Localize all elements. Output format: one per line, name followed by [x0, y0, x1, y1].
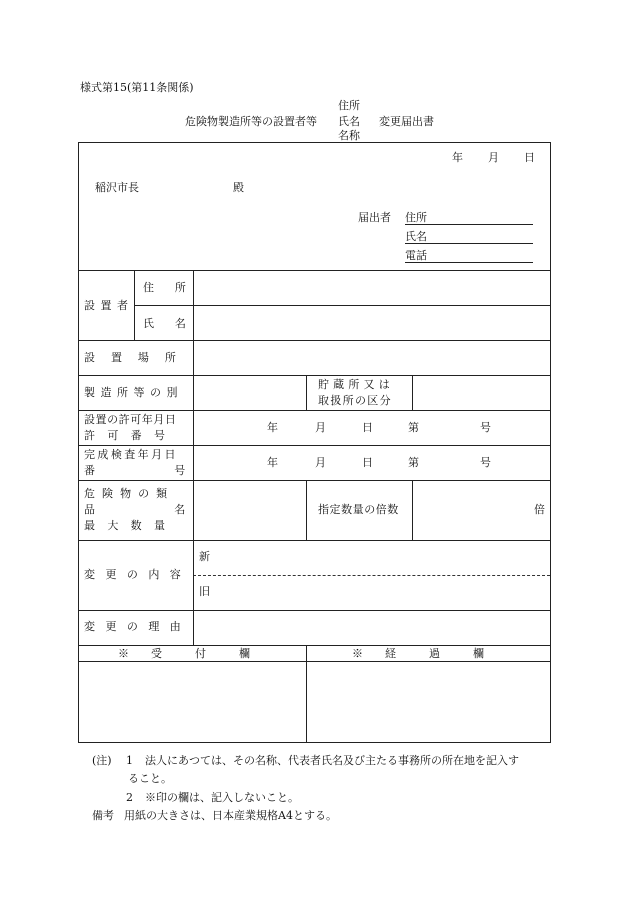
rule-dashed-575	[193, 575, 550, 576]
notifier-name-line	[405, 243, 533, 244]
header-year: 年	[452, 151, 463, 164]
notifier-phone-line	[405, 262, 533, 263]
note-1-line1: 法人にあつては、その名称、代表者氏名及び主たる事務所の所在地を記入す	[145, 754, 519, 767]
label-old: 旧	[199, 585, 210, 598]
form-number: 様式第15(第11条関係)	[80, 81, 194, 94]
label-change-content: 変更の内容	[84, 568, 192, 581]
label-permit-number: 許可番号	[84, 429, 178, 442]
rule-480	[78, 480, 551, 481]
vrule-134	[134, 270, 135, 340]
rule-270	[78, 270, 551, 271]
note-2-number: 2	[126, 791, 133, 804]
label-storage-type-line1: 貯蔵所又は	[318, 378, 394, 391]
notifier-address-line	[405, 224, 533, 225]
rule-445	[78, 445, 551, 446]
remarks-text: 用紙の大きさは、日本産業規格A4とする。	[124, 809, 337, 822]
vrule-306-c	[306, 645, 307, 742]
label-installer: 設置者	[84, 299, 134, 312]
header-day: 日	[524, 151, 535, 164]
label-inspection-date: 完成検査年月日	[84, 448, 178, 461]
multiple-unit: 倍	[534, 503, 545, 516]
rule-410	[78, 410, 551, 411]
label-storage-type-line2: 取扱所の区分	[318, 394, 392, 407]
frame-bottom	[78, 742, 551, 743]
title-prefix: 危険物製造所等の設置者等	[185, 115, 317, 128]
label-reception: ※ 受 付 欄	[118, 647, 250, 660]
notifier-address-label: 住所	[405, 211, 427, 224]
frame-top	[78, 142, 551, 143]
vrule-306-b	[306, 480, 307, 540]
notifier-phone-label: 電話	[405, 249, 427, 262]
label-inspection-number: 番号	[84, 464, 265, 477]
notes-label: (注)	[92, 754, 112, 767]
label-hazard-max: 最大数量	[84, 519, 178, 532]
vrule-412-b	[412, 480, 413, 540]
vrule-306-a	[306, 375, 307, 410]
note-1-line2: ること。	[128, 772, 172, 785]
label-designated-multiple: 指定数量の倍数	[318, 503, 399, 516]
permit-dai: 第	[408, 421, 419, 434]
title-suffix: 変更届出書	[379, 115, 434, 128]
label-hazard-item: 品名	[84, 503, 265, 516]
label-change-reason: 変更の理由	[84, 620, 192, 633]
note-2-text: ※印の欄は、記入しないこと。	[145, 791, 299, 804]
vrule-412-a	[412, 375, 413, 410]
notifier-label: 届出者	[358, 211, 391, 224]
permit-year: 年	[267, 421, 278, 434]
inspection-dai: 第	[408, 456, 419, 469]
permit-go: 号	[480, 421, 491, 434]
inspection-month: 月	[315, 456, 326, 469]
label-permit-date: 設置の許可年月日	[84, 413, 177, 426]
addressee: 稲沢市長	[95, 181, 139, 194]
inspection-year: 年	[267, 456, 278, 469]
label-location: 設置場所	[84, 351, 192, 364]
frame-right	[550, 142, 551, 742]
frame-left	[78, 142, 79, 742]
title-option-address: 住所	[338, 99, 360, 112]
label-hazard-class: 危険物の類	[84, 487, 175, 500]
rule-305	[134, 305, 551, 306]
title-option-name: 氏名	[338, 115, 360, 128]
honorific: 殿	[233, 181, 244, 194]
label-new: 新	[199, 550, 210, 563]
title-option-title: 名称	[338, 129, 360, 142]
remarks-label: 備考	[92, 809, 114, 822]
rule-375	[78, 375, 551, 376]
inspection-go: 号	[480, 456, 491, 469]
header-month: 月	[488, 151, 499, 164]
rule-645	[78, 645, 551, 646]
rule-340	[78, 340, 551, 341]
permit-month: 月	[315, 421, 326, 434]
permit-day: 日	[362, 421, 373, 434]
label-progress: ※ 経 過 欄	[352, 647, 484, 660]
label-installer-name: 氏名	[143, 317, 207, 330]
notifier-name-label: 氏名	[405, 230, 427, 243]
rule-610	[78, 610, 551, 611]
note-1-number: 1	[126, 754, 133, 767]
label-facility-type: 製造所等の別	[84, 386, 183, 399]
inspection-day: 日	[362, 456, 373, 469]
rule-540	[78, 540, 551, 541]
label-installer-address: 住所	[143, 281, 207, 294]
rule-661	[78, 661, 551, 662]
